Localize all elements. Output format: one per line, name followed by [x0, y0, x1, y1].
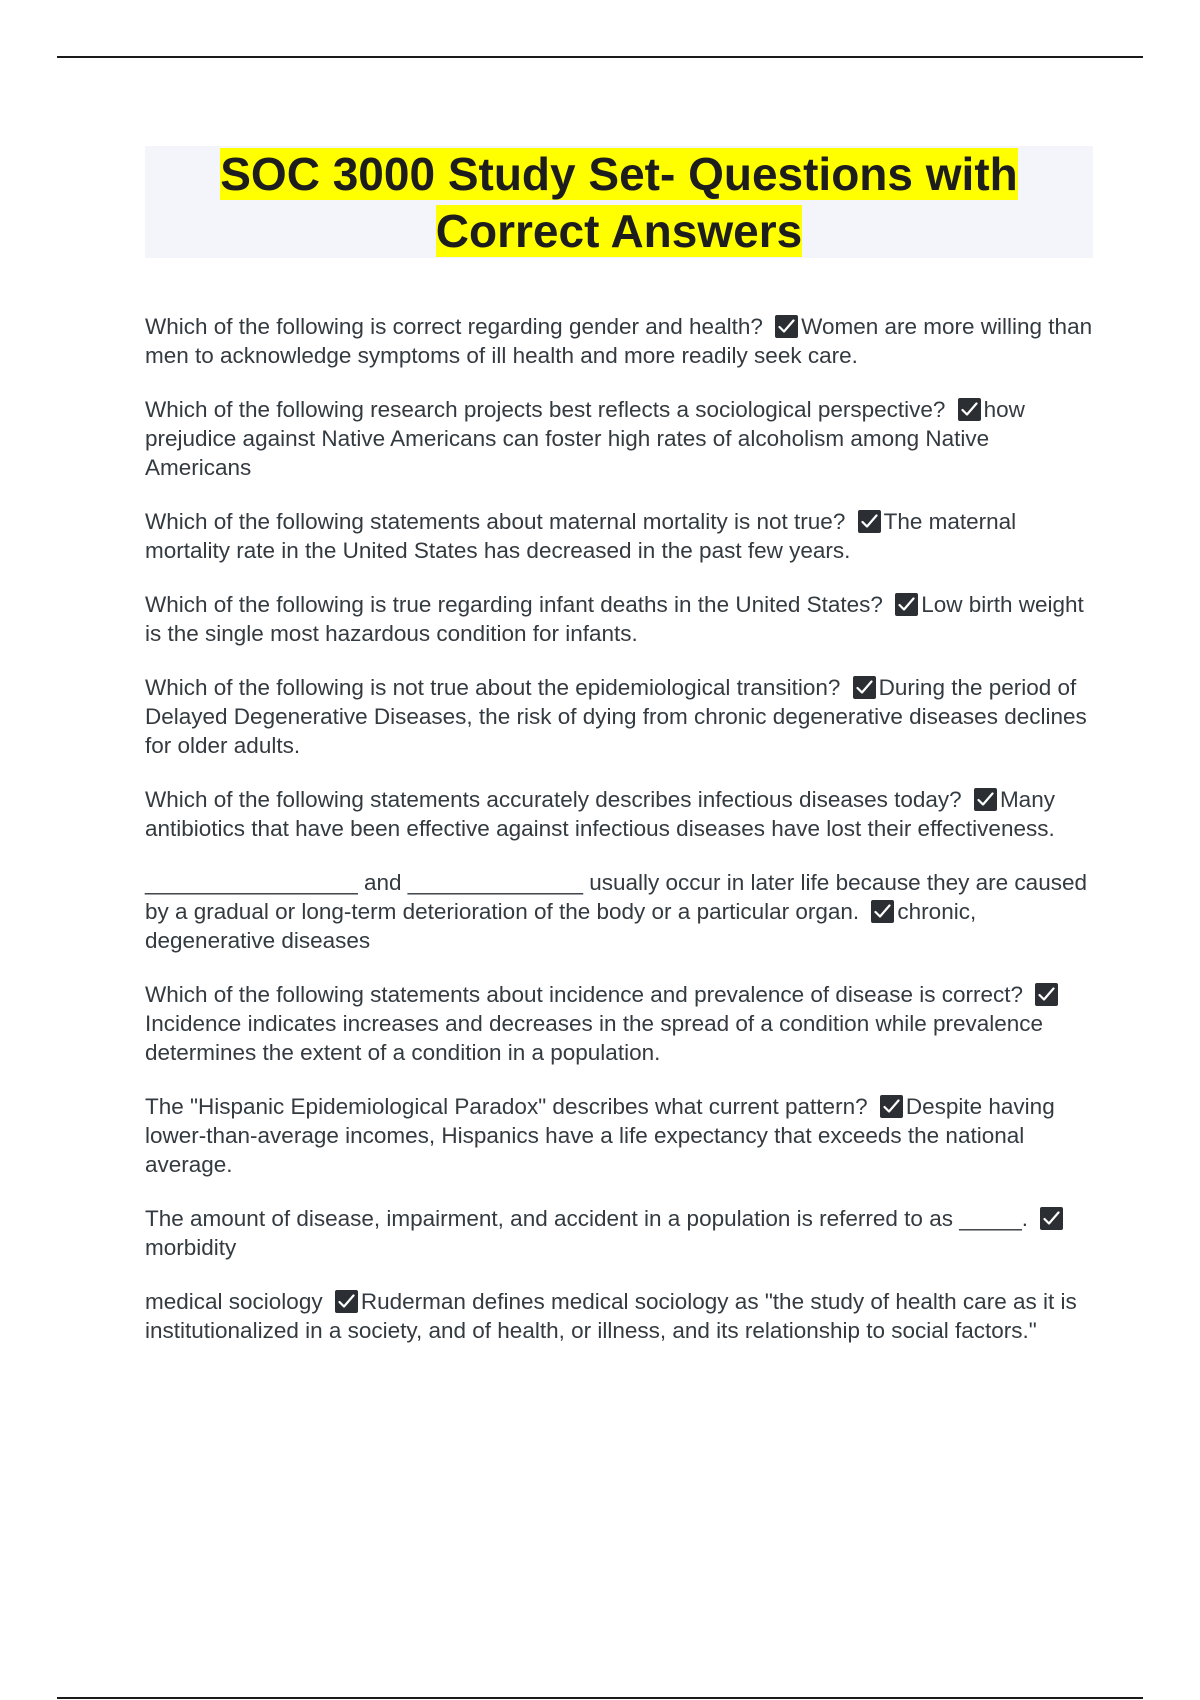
answer-text: The maternal mortality rate in the United States has decreased in the past few years.: [145, 509, 1017, 563]
check-box-icon: [974, 788, 997, 811]
question-answer-list: [145, 312, 1095, 1370]
check-box-icon: [1040, 1207, 1063, 1230]
question-text: _________________ and ______________ usually occur in later life because they are caused by a gradual or long-term deterioration of the body or a particular organ.: [145, 870, 1087, 924]
question-answer-item: [145, 507, 1095, 565]
question-answer-item: [145, 1092, 1095, 1179]
question-answer-item: [145, 395, 1095, 482]
check-box-icon: [880, 1095, 903, 1118]
question-text: Which of the following research projects best reflects a sociological perspective?: [145, 397, 946, 422]
question-text: Which of the following statements about incidence and prevalence of disease is correct?: [145, 982, 1023, 1007]
question-answer-item: [145, 312, 1095, 370]
answer-text: Low birth weight is the single most hazardous condition for infants.: [145, 592, 1084, 646]
answer-text: Despite having lower-than-average incomes, Hispanics have a life expectancy that exceeds the national average.: [145, 1094, 1055, 1177]
question-text: Which of the following is true regarding infant deaths in the United States?: [145, 592, 883, 617]
question-answer-item: [145, 785, 1095, 843]
question-answer-item: [145, 868, 1095, 955]
title-band: [145, 146, 1093, 258]
question-answer-item: [145, 590, 1095, 648]
question-text: Which of the following statements about maternal mortality is not true?: [145, 509, 846, 534]
check-box-icon: [335, 1290, 358, 1313]
answer-text: chronic, degenerative diseases: [145, 899, 977, 953]
question-text: The amount of disease, impairment, and accident in a population is referred to as _____.: [145, 1206, 1029, 1231]
check-box-icon: [1035, 983, 1058, 1006]
check-box-icon: [895, 593, 918, 616]
question-text: The "Hispanic Epidemiological Paradox" describes what current pattern?: [145, 1094, 868, 1119]
answer-text: During the period of Delayed Degenerative Diseases, the risk of dying from chronic degenerative diseases declines for older adults.: [145, 675, 1087, 758]
check-box-icon: [775, 315, 798, 338]
question-text: medical sociology: [145, 1289, 323, 1314]
answer-text: Women are more willing than men to acknowledge symptoms of ill health and more readily seek care.: [145, 314, 1093, 368]
answer-text: how prejudice against Native Americans can foster high rates of alcoholism among Native Americans: [145, 397, 1025, 480]
question-text: Which of the following is not true about the epidemiological transition?: [145, 675, 841, 700]
check-box-icon: [858, 510, 881, 533]
check-box-icon: [958, 398, 981, 421]
check-box-icon: [853, 676, 876, 699]
check-box-icon: [871, 900, 894, 923]
page-bottom-rule: [57, 1697, 1143, 1699]
question-text: Which of the following is correct regarding gender and health?: [145, 314, 763, 339]
page-top-rule: [57, 56, 1143, 58]
question-answer-item: [145, 1204, 1095, 1262]
question-answer-item: [145, 673, 1095, 760]
answer-text: Many antibiotics that have been effective against infectious diseases have lost their effectiveness.: [145, 787, 1055, 841]
question-text: Which of the following statements accurately describes infectious diseases today?: [145, 787, 962, 812]
question-answer-item: [145, 1287, 1095, 1345]
answer-text: morbidity: [145, 1235, 237, 1260]
document-title: SOC 3000 Study Set- Questions with Correct Answers: [220, 148, 1018, 257]
answer-text: Incidence indicates increases and decreases in the spread of a condition while prevalence determines the extent of a condition in a population.: [145, 1011, 1044, 1065]
answer-text: Ruderman defines medical sociology as "the study of health care as it is institutionalized in a society, and of health, or illness, and its relationship to social factors.": [145, 1289, 1077, 1343]
question-answer-item: [145, 980, 1095, 1067]
